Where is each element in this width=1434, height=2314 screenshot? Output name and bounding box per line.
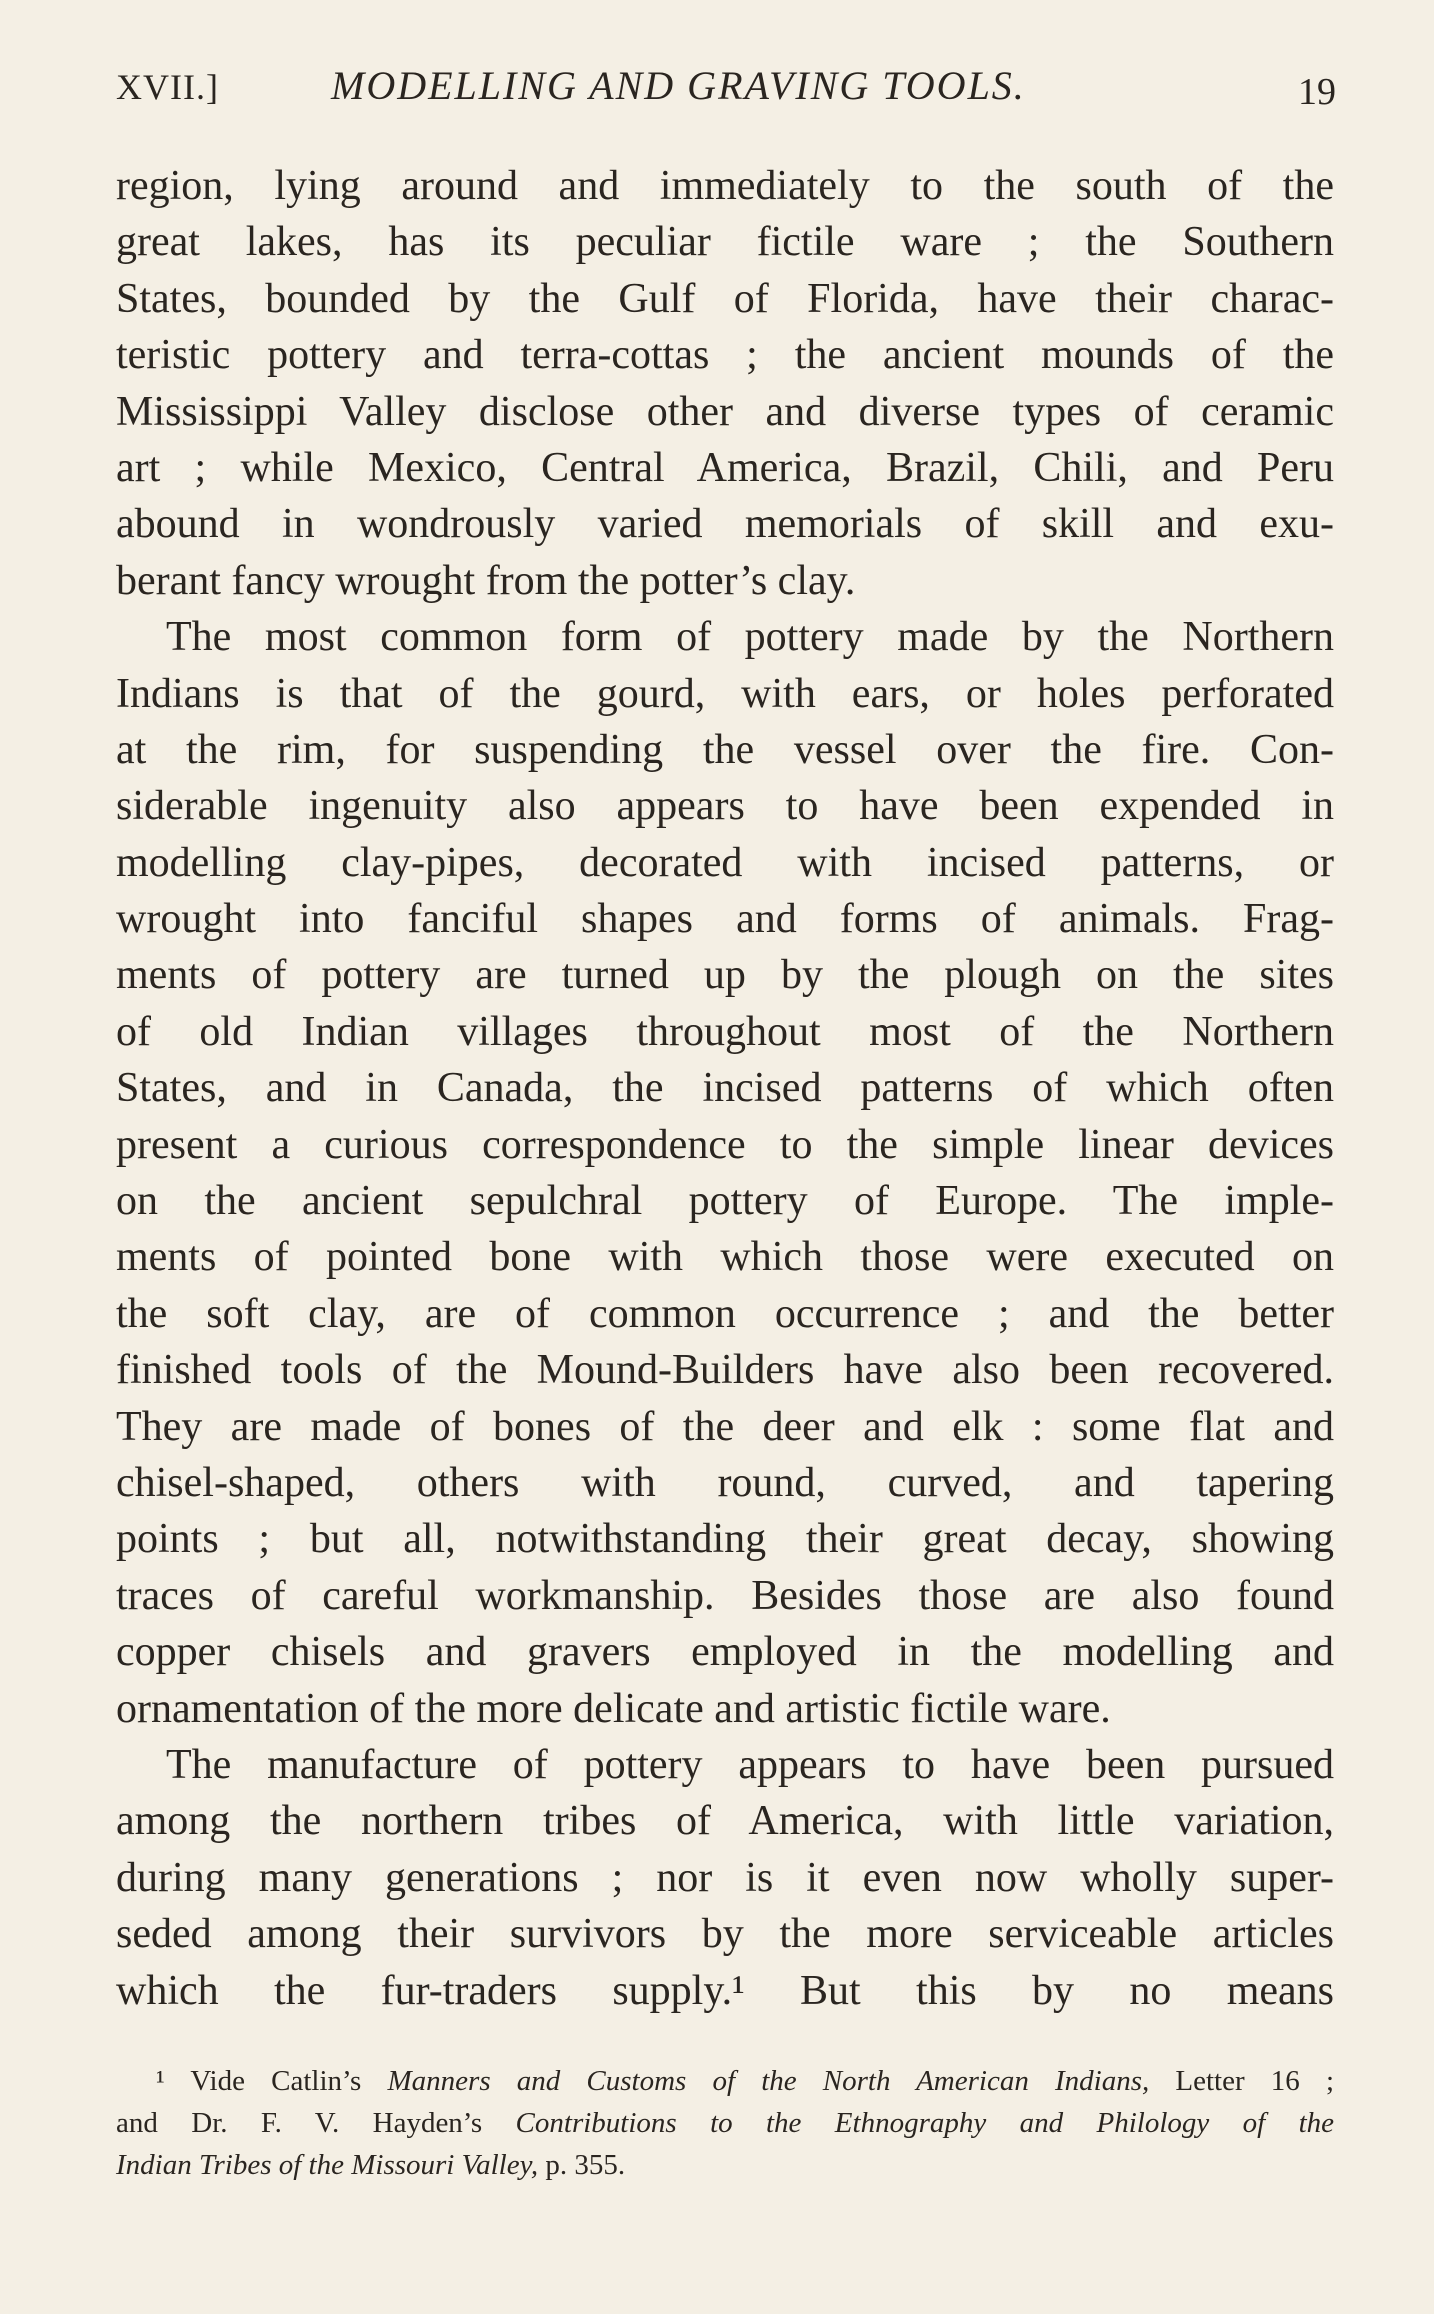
text-line: points ; but all, notwithstanding their great decay, showing bbox=[116, 1516, 1334, 1563]
page-number: 19 bbox=[1298, 71, 1336, 113]
text-line: berant fancy wrought from the potter’s clay. bbox=[116, 557, 856, 604]
text-line: finished tools of the Mound-Builders have also been recovered. bbox=[116, 1347, 1334, 1394]
text-line: copper chisels and gravers employed in the modelling and bbox=[116, 1629, 1334, 1676]
footnote-text: p. 355. bbox=[538, 2149, 626, 2181]
text-line: region, lying around and immediately to the south of the bbox=[116, 163, 1334, 209]
text-line: ments of pointed bone with which those were executed on bbox=[116, 1234, 1334, 1281]
footnote-text: and Dr. F. V. Hayden’s bbox=[116, 2107, 516, 2139]
text-line: They are made of bones of the deer and elk : some flat and bbox=[116, 1403, 1334, 1450]
body-text bbox=[116, 158, 1334, 2019]
text-line: States, and in Canada, the incised patterns of which often bbox=[116, 1065, 1334, 1112]
text-line: States, bounded by the Gulf of Florida, have their charac- bbox=[116, 275, 1334, 322]
footnote-line bbox=[116, 2102, 1334, 2144]
text-line: of old Indian villages throughout most of the Northern bbox=[116, 1008, 1334, 1055]
footnote-line bbox=[116, 2060, 1334, 2102]
footnote-citation-title: Contributions to the Ethnography and Philology of the bbox=[515, 2107, 1334, 2139]
text-line: ornamentation of the more delicate and artistic fictile ware. bbox=[116, 1685, 1111, 1732]
text-line: modelling clay-pipes, decorated with incised patterns, or bbox=[116, 839, 1334, 886]
text-line: present a curious correspondence to the simple linear devices bbox=[116, 1121, 1334, 1168]
footnote-citation-title: Indian Tribes of the Missouri Valley, bbox=[116, 2149, 539, 2181]
footnote-citation-title: Manners and Customs of the North American Indians, bbox=[387, 2065, 1150, 2097]
text-line: during many generations ; nor is it even now wholly super- bbox=[116, 1854, 1334, 1901]
text-line: wrought into fanciful shapes and forms of animals. Frag- bbox=[116, 896, 1334, 943]
text-line: ments of pottery are turned up by the plough on the sites bbox=[116, 952, 1334, 999]
text-line: on the ancient sepulchral pottery of Europe. The imple- bbox=[116, 1178, 1334, 1225]
text-line: seded among their survivors by the more serviceable articles bbox=[116, 1911, 1334, 1958]
running-head bbox=[116, 58, 1336, 118]
text-line: siderable ingenuity also appears to have been expended in bbox=[116, 783, 1334, 830]
text-line: at the rim, for suspending the vessel over the fire. Con- bbox=[116, 726, 1334, 773]
text-line: the soft clay, are of common occurrence ; and the better bbox=[116, 1290, 1334, 1337]
text-line: teristic pottery and terra-cottas ; the ancient mounds of the bbox=[116, 332, 1334, 379]
text-line: abound in wondrously varied memorials of skill and exu- bbox=[116, 501, 1334, 548]
footnote-text: ¹ Vide Catlin’s bbox=[156, 2065, 388, 2097]
text-line: Mississippi Valley disclose other and diverse types of ceramic bbox=[116, 388, 1334, 435]
text-line: among the northern tribes of America, with little variation, bbox=[116, 1798, 1334, 1845]
footnote bbox=[116, 2060, 1334, 2186]
text-line: which the fur-traders supply.¹ But this by no means bbox=[116, 1967, 1334, 2014]
footnote-text: Letter 16 ; bbox=[1149, 2065, 1335, 2097]
text-line: traces of careful workmanship. Besides those are also found bbox=[116, 1572, 1334, 1619]
running-title: MODELLING AND GRAVING TOOLS. bbox=[331, 63, 1026, 108]
text-line: The manufacture of pottery appears to have been pursued bbox=[166, 1741, 1334, 1788]
text-line: Indians is that of the gourd, with ears, or holes perforated bbox=[116, 670, 1334, 717]
text-line: art ; while Mexico, Central America, Brazil, Chili, and Peru bbox=[116, 444, 1334, 491]
footnote-line bbox=[116, 2144, 1334, 2186]
text-line: great lakes, has its peculiar fictile ware ; the Southern bbox=[116, 219, 1334, 266]
chapter-marker: XVII.] bbox=[116, 67, 219, 107]
text-line: The most common form of pottery made by the Northern bbox=[166, 614, 1334, 661]
text-line: chisel-shaped, others with round, curved, and tapering bbox=[116, 1459, 1334, 1506]
